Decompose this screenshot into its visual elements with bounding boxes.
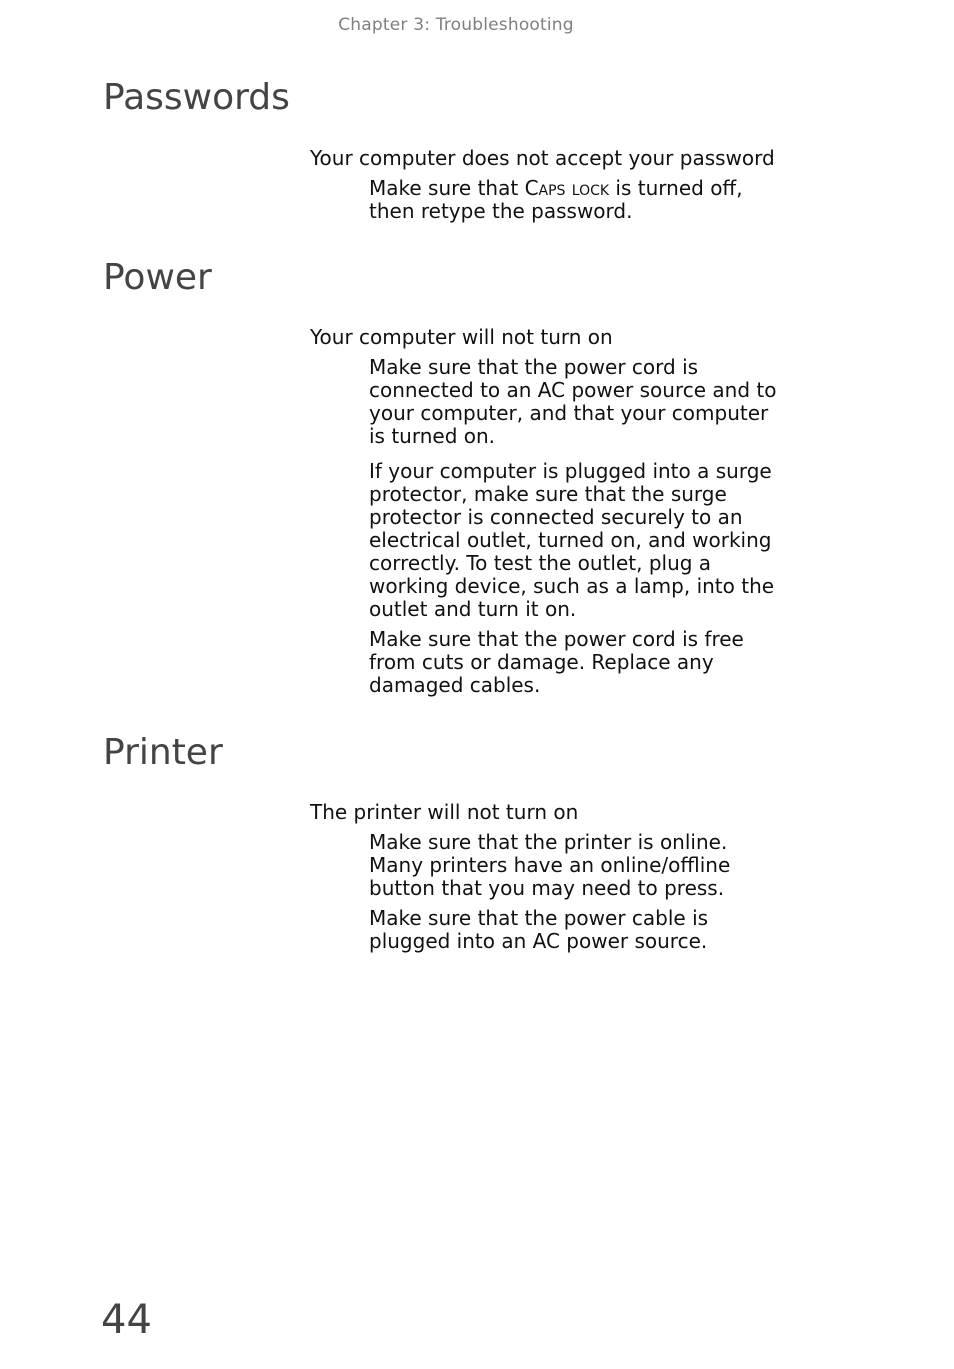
paragraph-line: damaged cables.: [369, 673, 541, 697]
paragraph-line: your computer, and that your computer: [369, 401, 769, 425]
paragraph-line: is turned on.: [369, 424, 496, 448]
paragraph-line: outlet and turn it on.: [369, 597, 577, 621]
section-title-printer: Printer: [103, 732, 223, 773]
section-title-passwords: Passwords: [103, 77, 290, 118]
problem-heading-password: Your computer does not accept your password: [310, 146, 775, 170]
paragraph-text: Make sure that: [369, 176, 525, 200]
section-title-power: Power: [103, 257, 212, 298]
paragraph-line: connected to an AC power source and to: [369, 378, 777, 402]
paragraph-line: electrical outlet, turned on, and working: [369, 528, 772, 552]
caps-lock-key-label: Caps lock: [524, 176, 610, 200]
paragraph-line: Make sure that the printer is online.: [369, 830, 728, 854]
paragraph-text: then retype the password.: [369, 199, 633, 223]
paragraph-line: working device, such as a lamp, into the: [369, 574, 775, 598]
paragraph-line: Make sure that the power cord is: [369, 355, 699, 379]
paragraph-line: protector is connected securely to an: [369, 505, 743, 529]
paragraph-surge-protector: [369, 460, 819, 621]
running-header: Chapter 3: Troubleshooting: [338, 15, 574, 35]
page-number: 44: [101, 1297, 152, 1343]
paragraph-line: If your computer is plugged into a surge: [369, 459, 772, 483]
paragraph-line: correctly. To test the outlet, plug a: [369, 551, 712, 575]
paragraph-printer-power: [369, 907, 819, 953]
paragraph-text: is turned off,: [609, 176, 743, 200]
paragraph-line: Make sure that the power cable is: [369, 906, 709, 930]
paragraph-power-cord: [369, 356, 819, 448]
paragraph-line: plugged into an AC power source.: [369, 929, 708, 953]
paragraph-caps-lock: [369, 177, 819, 223]
paragraph-line: Many printers have an online/offline: [369, 853, 731, 877]
paragraph-line: protector, make sure that the surge: [369, 482, 727, 506]
paragraph-printer-online: [369, 831, 819, 900]
paragraph-line: button that you may need to press.: [369, 876, 725, 900]
paragraph-cord-damage: [369, 628, 819, 697]
paragraph-line: Make sure that the power cord is free: [369, 627, 744, 651]
problem-heading-power: Your computer will not turn on: [310, 325, 613, 349]
paragraph-line: from cuts or damage. Replace any: [369, 650, 714, 674]
problem-heading-printer: The printer will not turn on: [310, 800, 579, 824]
